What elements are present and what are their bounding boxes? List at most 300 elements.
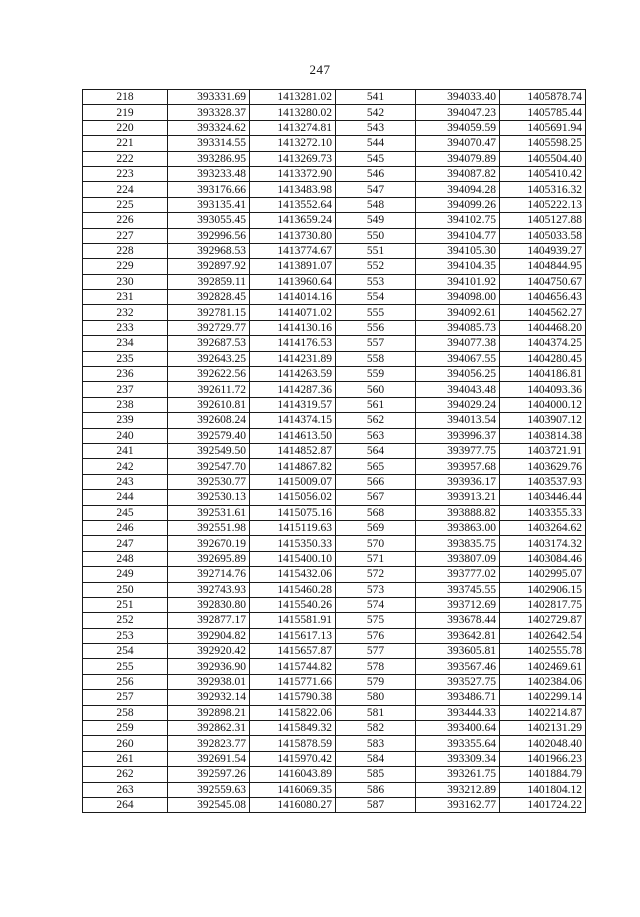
table-row xyxy=(83,690,586,705)
point-number-cell: 243 xyxy=(83,474,168,489)
y-coordinate-cell: 1415822.06 xyxy=(250,705,336,720)
y-coordinate-cell: 1415744.82 xyxy=(250,659,336,674)
table-row xyxy=(83,428,586,443)
point-number-cell: 251 xyxy=(83,597,168,612)
x-coordinate-cell: 392691.54 xyxy=(168,751,250,766)
y-coordinate-cell: 1404750.67 xyxy=(500,274,586,289)
y-coordinate-cell: 1414287.36 xyxy=(250,382,336,397)
y-coordinate-cell: 1401804.12 xyxy=(500,782,586,797)
y-coordinate-cell: 1414071.02 xyxy=(250,305,336,320)
point-number-cell: 564 xyxy=(336,443,416,458)
table-row xyxy=(83,413,586,428)
x-coordinate-cell: 394059.59 xyxy=(416,120,500,135)
point-number-cell: 545 xyxy=(336,151,416,166)
point-number-cell: 555 xyxy=(336,305,416,320)
y-coordinate-cell: 1402555.78 xyxy=(500,644,586,659)
point-number-cell: 229 xyxy=(83,259,168,274)
x-coordinate-cell: 392559.63 xyxy=(168,782,250,797)
x-coordinate-cell: 392828.45 xyxy=(168,290,250,305)
point-number-cell: 553 xyxy=(336,274,416,289)
point-number-cell: 583 xyxy=(336,736,416,751)
point-number-cell: 580 xyxy=(336,690,416,705)
table-row xyxy=(83,797,586,812)
y-coordinate-cell: 1413281.02 xyxy=(250,90,336,105)
y-coordinate-cell: 1413372.90 xyxy=(250,166,336,181)
table-row xyxy=(83,336,586,351)
table-row xyxy=(83,305,586,320)
y-coordinate-cell: 1405127.88 xyxy=(500,213,586,228)
y-coordinate-cell: 1414867.82 xyxy=(250,459,336,474)
x-coordinate-cell: 394056.25 xyxy=(416,367,500,382)
coordinates-table-body xyxy=(83,90,586,813)
table-row xyxy=(83,644,586,659)
x-coordinate-cell: 394098.00 xyxy=(416,290,500,305)
page-number: 247 xyxy=(309,62,331,77)
table-row xyxy=(83,105,586,120)
x-coordinate-cell: 392545.08 xyxy=(168,797,250,812)
x-coordinate-cell: 392714.76 xyxy=(168,567,250,582)
point-number-cell: 233 xyxy=(83,320,168,335)
point-number-cell: 241 xyxy=(83,443,168,458)
x-coordinate-cell: 392938.01 xyxy=(168,674,250,689)
x-coordinate-cell: 393162.77 xyxy=(416,797,500,812)
point-number-cell: 578 xyxy=(336,659,416,674)
x-coordinate-cell: 393176.66 xyxy=(168,182,250,197)
table-row xyxy=(83,613,586,628)
y-coordinate-cell: 1403629.76 xyxy=(500,459,586,474)
y-coordinate-cell: 1415056.02 xyxy=(250,490,336,505)
point-number-cell: 255 xyxy=(83,659,168,674)
y-coordinate-cell: 1415075.16 xyxy=(250,505,336,520)
y-coordinate-cell: 1404844.95 xyxy=(500,259,586,274)
point-number-cell: 220 xyxy=(83,120,168,135)
y-coordinate-cell: 1413269.73 xyxy=(250,151,336,166)
x-coordinate-cell: 392687.53 xyxy=(168,336,250,351)
x-coordinate-cell: 394104.77 xyxy=(416,228,500,243)
x-coordinate-cell: 393745.55 xyxy=(416,582,500,597)
x-coordinate-cell: 392823.77 xyxy=(168,736,250,751)
y-coordinate-cell: 1415581.91 xyxy=(250,613,336,628)
table-row xyxy=(83,197,586,212)
x-coordinate-cell: 394047.23 xyxy=(416,105,500,120)
y-coordinate-cell: 1405316.32 xyxy=(500,182,586,197)
point-number-cell: 572 xyxy=(336,567,416,582)
x-coordinate-cell: 394077.38 xyxy=(416,336,500,351)
table-row xyxy=(83,459,586,474)
point-number-cell: 263 xyxy=(83,782,168,797)
x-coordinate-cell: 393888.82 xyxy=(416,505,500,520)
point-number-cell: 254 xyxy=(83,644,168,659)
table-row xyxy=(83,505,586,520)
point-number-cell: 231 xyxy=(83,290,168,305)
y-coordinate-cell: 1403537.93 xyxy=(500,474,586,489)
x-coordinate-cell: 394105.30 xyxy=(416,243,500,258)
point-number-cell: 575 xyxy=(336,613,416,628)
y-coordinate-cell: 1413483.98 xyxy=(250,182,336,197)
point-number-cell: 541 xyxy=(336,90,416,105)
y-coordinate-cell: 1404656.43 xyxy=(500,290,586,305)
x-coordinate-cell: 392547.70 xyxy=(168,459,250,474)
y-coordinate-cell: 1414613.50 xyxy=(250,428,336,443)
x-coordinate-cell: 392579.40 xyxy=(168,428,250,443)
x-coordinate-cell: 393913.21 xyxy=(416,490,500,505)
x-coordinate-cell: 392610.81 xyxy=(168,397,250,412)
x-coordinate-cell: 393486.71 xyxy=(416,690,500,705)
y-coordinate-cell: 1414319.57 xyxy=(250,397,336,412)
point-number-cell: 574 xyxy=(336,597,416,612)
table-row xyxy=(83,659,586,674)
x-coordinate-cell: 394013.54 xyxy=(416,413,500,428)
x-coordinate-cell: 393261.75 xyxy=(416,767,500,782)
point-number-cell: 247 xyxy=(83,536,168,551)
point-number-cell: 576 xyxy=(336,628,416,643)
point-number-cell: 258 xyxy=(83,705,168,720)
point-number-cell: 565 xyxy=(336,459,416,474)
x-coordinate-cell: 392877.17 xyxy=(168,613,250,628)
table-row xyxy=(83,674,586,689)
y-coordinate-cell: 1403084.46 xyxy=(500,551,586,566)
y-coordinate-cell: 1402048.40 xyxy=(500,736,586,751)
x-coordinate-cell: 392622.56 xyxy=(168,367,250,382)
point-number-cell: 222 xyxy=(83,151,168,166)
y-coordinate-cell: 1413891.07 xyxy=(250,259,336,274)
y-coordinate-cell: 1403907.12 xyxy=(500,413,586,428)
point-number-cell: 232 xyxy=(83,305,168,320)
x-coordinate-cell: 393777.02 xyxy=(416,567,500,582)
y-coordinate-cell: 1415432.06 xyxy=(250,567,336,582)
y-coordinate-cell: 1405878.74 xyxy=(500,90,586,105)
y-coordinate-cell: 1414374.15 xyxy=(250,413,336,428)
y-coordinate-cell: 1414176.53 xyxy=(250,336,336,351)
x-coordinate-cell: 392695.89 xyxy=(168,551,250,566)
y-coordinate-cell: 1402214.87 xyxy=(500,705,586,720)
x-coordinate-cell: 393286.95 xyxy=(168,151,250,166)
table-row xyxy=(83,290,586,305)
point-number-cell: 218 xyxy=(83,90,168,105)
y-coordinate-cell: 1404280.45 xyxy=(500,351,586,366)
point-number-cell: 262 xyxy=(83,767,168,782)
x-coordinate-cell: 392830.80 xyxy=(168,597,250,612)
table-row xyxy=(83,490,586,505)
y-coordinate-cell: 1415009.07 xyxy=(250,474,336,489)
point-number-cell: 567 xyxy=(336,490,416,505)
table-row xyxy=(83,443,586,458)
point-number-cell: 584 xyxy=(336,751,416,766)
point-number-cell: 239 xyxy=(83,413,168,428)
x-coordinate-cell: 392670.19 xyxy=(168,536,250,551)
x-coordinate-cell: 392859.11 xyxy=(168,274,250,289)
x-coordinate-cell: 393712.69 xyxy=(416,597,500,612)
y-coordinate-cell: 1415350.33 xyxy=(250,536,336,551)
y-coordinate-cell: 1405410.42 xyxy=(500,166,586,181)
y-coordinate-cell: 1404186.81 xyxy=(500,367,586,382)
table-row xyxy=(83,567,586,582)
point-number-cell: 551 xyxy=(336,243,416,258)
x-coordinate-cell: 393957.68 xyxy=(416,459,500,474)
point-number-cell: 225 xyxy=(83,197,168,212)
x-coordinate-cell: 393233.48 xyxy=(168,166,250,181)
y-coordinate-cell: 1402131.29 xyxy=(500,721,586,736)
point-number-cell: 235 xyxy=(83,351,168,366)
y-coordinate-cell: 1403721.91 xyxy=(500,443,586,458)
y-coordinate-cell: 1401966.23 xyxy=(500,751,586,766)
point-number-cell: 257 xyxy=(83,690,168,705)
y-coordinate-cell: 1414852.87 xyxy=(250,443,336,458)
y-coordinate-cell: 1404000.12 xyxy=(500,397,586,412)
y-coordinate-cell: 1415771.66 xyxy=(250,674,336,689)
point-number-cell: 260 xyxy=(83,736,168,751)
table-row xyxy=(83,243,586,258)
y-coordinate-cell: 1413960.64 xyxy=(250,274,336,289)
point-number-cell: 237 xyxy=(83,382,168,397)
point-number-cell: 550 xyxy=(336,228,416,243)
point-number-cell: 543 xyxy=(336,120,416,135)
y-coordinate-cell: 1403814.38 xyxy=(500,428,586,443)
y-coordinate-cell: 1416069.35 xyxy=(250,782,336,797)
x-coordinate-cell: 393400.64 xyxy=(416,721,500,736)
point-number-cell: 244 xyxy=(83,490,168,505)
y-coordinate-cell: 1416080.27 xyxy=(250,797,336,812)
table-row xyxy=(83,351,586,366)
y-coordinate-cell: 1414231.89 xyxy=(250,351,336,366)
y-coordinate-cell: 1404939.27 xyxy=(500,243,586,258)
y-coordinate-cell: 1405691.94 xyxy=(500,120,586,135)
x-coordinate-cell: 393863.00 xyxy=(416,520,500,535)
x-coordinate-cell: 394087.82 xyxy=(416,166,500,181)
x-coordinate-cell: 392781.15 xyxy=(168,305,250,320)
x-coordinate-cell: 394099.26 xyxy=(416,197,500,212)
point-number-cell: 547 xyxy=(336,182,416,197)
point-number-cell: 579 xyxy=(336,674,416,689)
point-number-cell: 221 xyxy=(83,136,168,151)
point-number-cell: 573 xyxy=(336,582,416,597)
table-row xyxy=(83,520,586,535)
x-coordinate-cell: 393678.44 xyxy=(416,613,500,628)
point-number-cell: 544 xyxy=(336,136,416,151)
x-coordinate-cell: 392743.93 xyxy=(168,582,250,597)
y-coordinate-cell: 1405598.25 xyxy=(500,136,586,151)
table-row xyxy=(83,751,586,766)
x-coordinate-cell: 393835.75 xyxy=(416,536,500,551)
point-number-cell: 227 xyxy=(83,228,168,243)
y-coordinate-cell: 1403355.33 xyxy=(500,505,586,520)
point-number-cell: 223 xyxy=(83,166,168,181)
point-number-cell: 571 xyxy=(336,551,416,566)
point-number-cell: 261 xyxy=(83,751,168,766)
table-row xyxy=(83,367,586,382)
point-number-cell: 548 xyxy=(336,197,416,212)
x-coordinate-cell: 392996.56 xyxy=(168,228,250,243)
x-coordinate-cell: 392729.77 xyxy=(168,320,250,335)
table-row xyxy=(83,90,586,105)
x-coordinate-cell: 393567.46 xyxy=(416,659,500,674)
point-number-cell: 252 xyxy=(83,613,168,628)
table-row xyxy=(83,736,586,751)
y-coordinate-cell: 1414130.16 xyxy=(250,320,336,335)
point-number-cell: 549 xyxy=(336,213,416,228)
x-coordinate-cell: 393331.69 xyxy=(168,90,250,105)
y-coordinate-cell: 1415970.42 xyxy=(250,751,336,766)
x-coordinate-cell: 393355.64 xyxy=(416,736,500,751)
x-coordinate-cell: 393444.33 xyxy=(416,705,500,720)
x-coordinate-cell: 392608.24 xyxy=(168,413,250,428)
point-number-cell: 570 xyxy=(336,536,416,551)
point-number-cell: 587 xyxy=(336,797,416,812)
x-coordinate-cell: 392551.98 xyxy=(168,520,250,535)
coordinates-table xyxy=(82,89,586,813)
y-coordinate-cell: 1414014.16 xyxy=(250,290,336,305)
x-coordinate-cell: 392531.61 xyxy=(168,505,250,520)
table-row xyxy=(83,705,586,720)
x-coordinate-cell: 394094.28 xyxy=(416,182,500,197)
y-coordinate-cell: 1416043.89 xyxy=(250,767,336,782)
y-coordinate-cell: 1403446.44 xyxy=(500,490,586,505)
point-number-cell: 234 xyxy=(83,336,168,351)
point-number-cell: 230 xyxy=(83,274,168,289)
y-coordinate-cell: 1404093.36 xyxy=(500,382,586,397)
y-coordinate-cell: 1404374.25 xyxy=(500,336,586,351)
x-coordinate-cell: 393642.81 xyxy=(416,628,500,643)
table-row xyxy=(83,536,586,551)
x-coordinate-cell: 393527.75 xyxy=(416,674,500,689)
point-number-cell: 242 xyxy=(83,459,168,474)
y-coordinate-cell: 1401724.22 xyxy=(500,797,586,812)
table-row xyxy=(83,551,586,566)
y-coordinate-cell: 1413774.67 xyxy=(250,243,336,258)
x-coordinate-cell: 393977.75 xyxy=(416,443,500,458)
x-coordinate-cell: 392897.92 xyxy=(168,259,250,274)
x-coordinate-cell: 394070.47 xyxy=(416,136,500,151)
point-number-cell: 245 xyxy=(83,505,168,520)
x-coordinate-cell: 394043.48 xyxy=(416,382,500,397)
x-coordinate-cell: 392920.42 xyxy=(168,644,250,659)
point-number-cell: 582 xyxy=(336,721,416,736)
x-coordinate-cell: 392611.72 xyxy=(168,382,250,397)
y-coordinate-cell: 1413272.10 xyxy=(250,136,336,151)
table-row xyxy=(83,320,586,335)
y-coordinate-cell: 1404468.20 xyxy=(500,320,586,335)
point-number-cell: 264 xyxy=(83,797,168,812)
table-row xyxy=(83,628,586,643)
table-row xyxy=(83,151,586,166)
x-coordinate-cell: 394101.92 xyxy=(416,274,500,289)
x-coordinate-cell: 393328.37 xyxy=(168,105,250,120)
x-coordinate-cell: 392643.25 xyxy=(168,351,250,366)
x-coordinate-cell: 392549.50 xyxy=(168,443,250,458)
x-coordinate-cell: 393996.37 xyxy=(416,428,500,443)
y-coordinate-cell: 1413730.80 xyxy=(250,228,336,243)
y-coordinate-cell: 1405222.13 xyxy=(500,197,586,212)
x-coordinate-cell: 392530.77 xyxy=(168,474,250,489)
y-coordinate-cell: 1415790.38 xyxy=(250,690,336,705)
point-number-cell: 542 xyxy=(336,105,416,120)
x-coordinate-cell: 394102.75 xyxy=(416,213,500,228)
y-coordinate-cell: 1402299.14 xyxy=(500,690,586,705)
y-coordinate-cell: 1415878.59 xyxy=(250,736,336,751)
y-coordinate-cell: 1404562.27 xyxy=(500,305,586,320)
y-coordinate-cell: 1415657.87 xyxy=(250,644,336,659)
y-coordinate-cell: 1415540.26 xyxy=(250,597,336,612)
table-row xyxy=(83,136,586,151)
x-coordinate-cell: 392898.21 xyxy=(168,705,250,720)
point-number-cell: 581 xyxy=(336,705,416,720)
point-number-cell: 585 xyxy=(336,767,416,782)
y-coordinate-cell: 1413274.81 xyxy=(250,120,336,135)
x-coordinate-cell: 394104.35 xyxy=(416,259,500,274)
y-coordinate-cell: 1415119.63 xyxy=(250,520,336,535)
point-number-cell: 246 xyxy=(83,520,168,535)
table-row xyxy=(83,382,586,397)
y-coordinate-cell: 1415400.10 xyxy=(250,551,336,566)
y-coordinate-cell: 1402469.61 xyxy=(500,659,586,674)
x-coordinate-cell: 393135.41 xyxy=(168,197,250,212)
x-coordinate-cell: 393212.89 xyxy=(416,782,500,797)
x-coordinate-cell: 393309.34 xyxy=(416,751,500,766)
point-number-cell: 560 xyxy=(336,382,416,397)
table-row xyxy=(83,228,586,243)
point-number-cell: 563 xyxy=(336,428,416,443)
x-coordinate-cell: 393605.81 xyxy=(416,644,500,659)
point-number-cell: 253 xyxy=(83,628,168,643)
table-row xyxy=(83,166,586,181)
table-row xyxy=(83,182,586,197)
point-number-cell: 557 xyxy=(336,336,416,351)
y-coordinate-cell: 1401884.79 xyxy=(500,767,586,782)
point-number-cell: 248 xyxy=(83,551,168,566)
x-coordinate-cell: 392968.53 xyxy=(168,243,250,258)
y-coordinate-cell: 1415849.32 xyxy=(250,721,336,736)
x-coordinate-cell: 392530.13 xyxy=(168,490,250,505)
point-number-cell: 569 xyxy=(336,520,416,535)
point-number-cell: 546 xyxy=(336,166,416,181)
point-number-cell: 250 xyxy=(83,582,168,597)
table-row xyxy=(83,582,586,597)
point-number-cell: 259 xyxy=(83,721,168,736)
point-number-cell: 256 xyxy=(83,674,168,689)
x-coordinate-cell: 393807.09 xyxy=(416,551,500,566)
y-coordinate-cell: 1402906.15 xyxy=(500,582,586,597)
y-coordinate-cell: 1402817.75 xyxy=(500,597,586,612)
y-coordinate-cell: 1403264.62 xyxy=(500,520,586,535)
y-coordinate-cell: 1403174.32 xyxy=(500,536,586,551)
x-coordinate-cell: 392936.90 xyxy=(168,659,250,674)
y-coordinate-cell: 1402729.87 xyxy=(500,613,586,628)
point-number-cell: 554 xyxy=(336,290,416,305)
x-coordinate-cell: 393936.17 xyxy=(416,474,500,489)
x-coordinate-cell: 394067.55 xyxy=(416,351,500,366)
y-coordinate-cell: 1402995.07 xyxy=(500,567,586,582)
point-number-cell: 224 xyxy=(83,182,168,197)
y-coordinate-cell: 1413280.02 xyxy=(250,105,336,120)
y-coordinate-cell: 1415617.13 xyxy=(250,628,336,643)
x-coordinate-cell: 392597.26 xyxy=(168,767,250,782)
point-number-cell: 561 xyxy=(336,397,416,412)
point-number-cell: 559 xyxy=(336,367,416,382)
point-number-cell: 552 xyxy=(336,259,416,274)
table-row xyxy=(83,721,586,736)
point-number-cell: 577 xyxy=(336,644,416,659)
table-row xyxy=(83,397,586,412)
x-coordinate-cell: 392932.14 xyxy=(168,690,250,705)
x-coordinate-cell: 394033.40 xyxy=(416,90,500,105)
x-coordinate-cell: 394085.73 xyxy=(416,320,500,335)
point-number-cell: 238 xyxy=(83,397,168,412)
table-row xyxy=(83,782,586,797)
y-coordinate-cell: 1402384.06 xyxy=(500,674,586,689)
point-number-cell: 568 xyxy=(336,505,416,520)
table-row xyxy=(83,120,586,135)
point-number-cell: 240 xyxy=(83,428,168,443)
